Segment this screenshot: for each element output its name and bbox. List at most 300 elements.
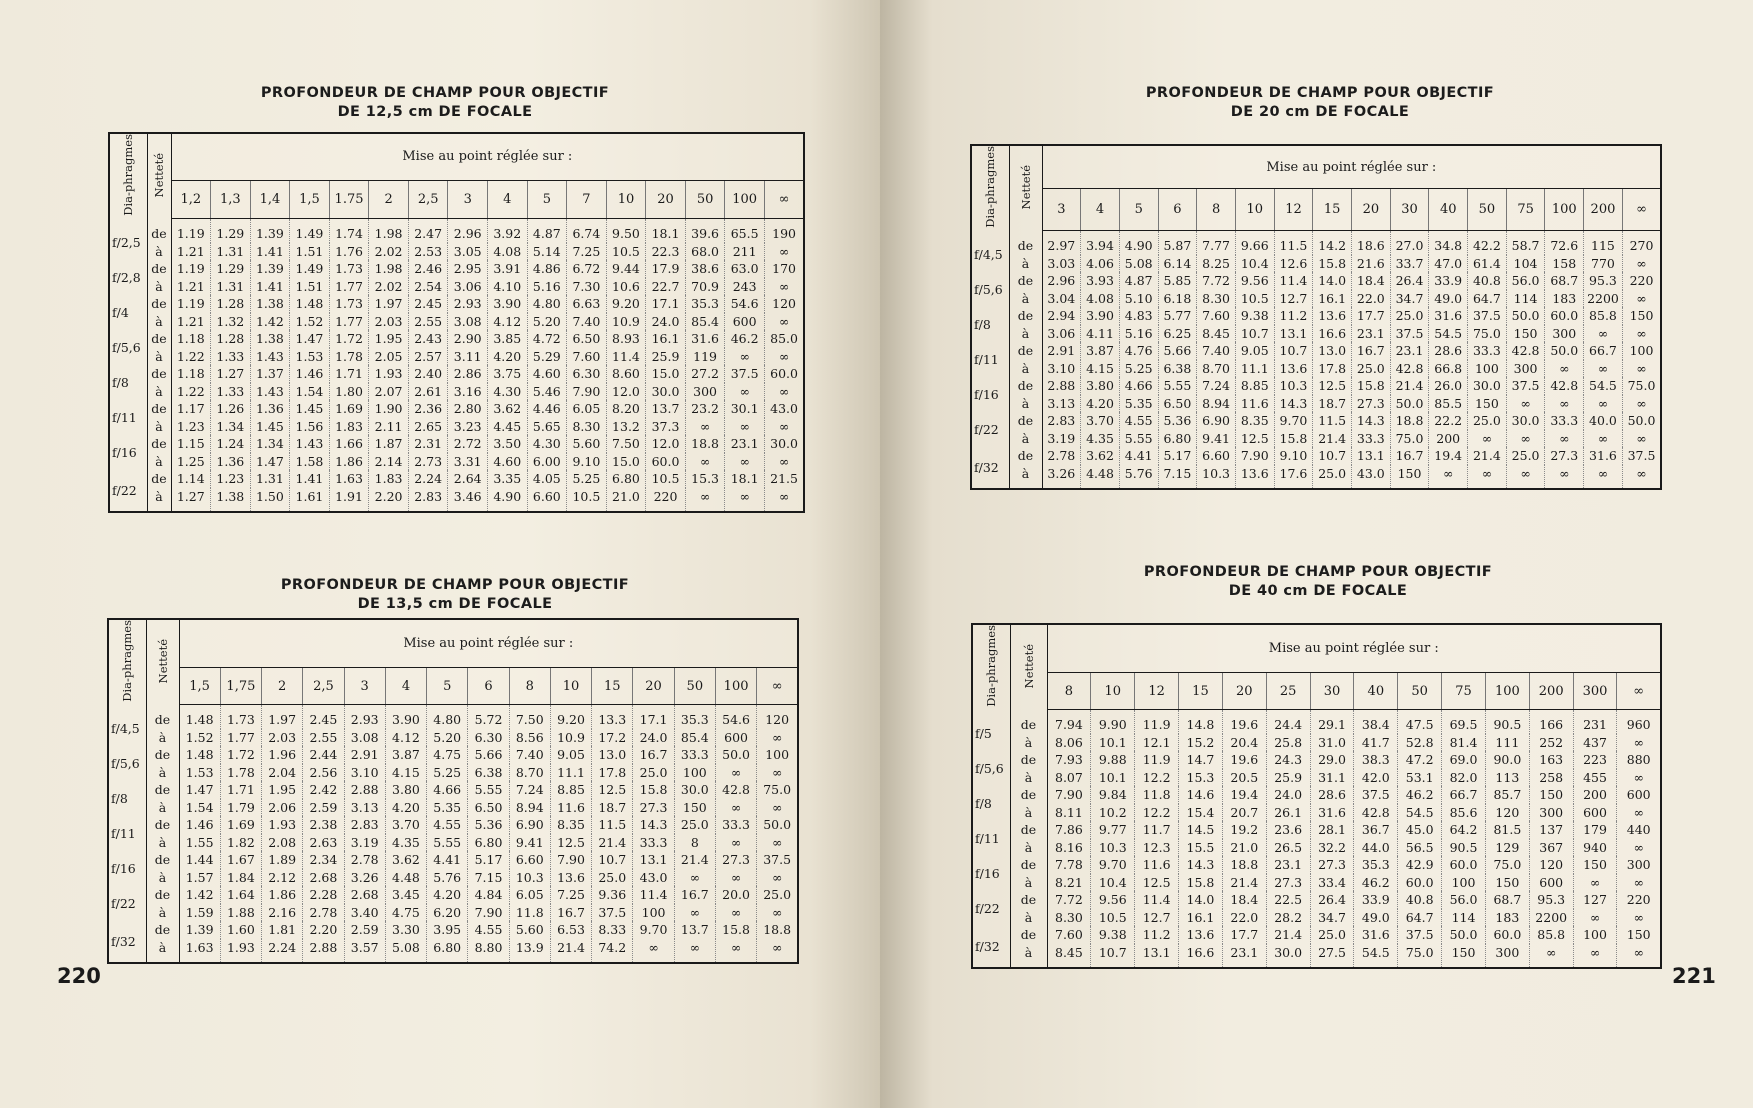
near-limit-cell: 30.0 [1506, 412, 1545, 430]
near-limit-cell: 2.68 [344, 886, 385, 904]
near-limit-cell: 170 [772, 261, 796, 277]
near-limit-cell: 17.7 [1352, 307, 1391, 325]
near-limit-cell: 7.72 [1047, 891, 1091, 909]
far-limit-cell: 1.63 [179, 939, 220, 964]
table-row [972, 909, 1661, 927]
near-limit-cell: 5.66 [1158, 342, 1197, 360]
near-limit-cell: 6.30 [567, 365, 607, 383]
near-limit-cell: 26.4 [1390, 272, 1429, 290]
near-limit-cell: 163 [1529, 751, 1573, 769]
near-limit-cell: 2.91 [344, 746, 385, 764]
diaphragmes-label: Dia-phragmes [983, 146, 998, 228]
far-limit-cell: 10.2 [1091, 804, 1135, 822]
near-limit-cell: 68.7 [1545, 272, 1584, 290]
near-limit-cell: 7.50 [606, 435, 646, 453]
near-limit-cell: 37.5 [1627, 448, 1656, 464]
near-limit-cell: 150 [1626, 927, 1651, 943]
near-limit-cell: 30.1 [725, 400, 765, 418]
near-limit-cell: 3.93 [1081, 272, 1120, 290]
far-limit-cell: 1.41 [250, 278, 290, 296]
far-limit-cell: 3.06 [1042, 325, 1081, 343]
far-limit-cell: 25.0 [1352, 360, 1391, 378]
far-limit-cell: ∞ [1636, 465, 1647, 481]
near-limit-cell: 33.3 [1545, 412, 1584, 430]
table-row [109, 488, 804, 513]
far-limit-cell: 2.14 [369, 453, 409, 471]
table-row [971, 447, 1661, 465]
near-limit-cell: 9.56 [1235, 272, 1274, 290]
far-limit-cell: 12.5 [1135, 874, 1179, 892]
far-limit-cell: 5.35 [1119, 395, 1158, 413]
near-limit-cell: 8.85 [1235, 377, 1274, 395]
near-limit-cell: 9.05 [550, 746, 591, 764]
far-limit-cell: 3.13 [1042, 395, 1081, 413]
far-limit-cell: 6.80 [468, 834, 509, 852]
aperture-label: f/22 [109, 470, 147, 512]
near-limit-cell: 2.83 [1042, 412, 1081, 430]
near-limit-cell: 50.0 [763, 817, 792, 833]
far-limit-cell: 8.30 [1047, 909, 1091, 927]
near-limit-cell: 10.7 [592, 851, 633, 869]
far-limit-cell: 1.79 [220, 799, 261, 817]
far-limit-cell: 1.77 [220, 729, 261, 747]
far-limit-cell: 1.31 [211, 278, 251, 296]
near-limit-cell: 1.64 [220, 886, 261, 904]
a-label: à [1009, 360, 1042, 378]
near-limit-cell: 2.78 [344, 851, 385, 869]
far-limit-cell: 34.7 [1310, 909, 1354, 927]
far-limit-cell: ∞ [1573, 944, 1617, 969]
aperture-label: f/2,8 [109, 260, 147, 295]
table-row [109, 260, 804, 278]
near-limit-cell: 37.5 [1506, 377, 1545, 395]
far-limit-cell: 2.20 [369, 488, 409, 513]
far-limit-cell: 11.6 [1235, 395, 1274, 413]
near-limit-cell: 1.49 [290, 219, 330, 243]
table-row [108, 781, 798, 799]
near-limit-cell: 4.55 [427, 816, 468, 834]
far-limit-cell: ∞ [778, 313, 790, 329]
table-row [109, 313, 804, 331]
distance-column-header: 20 [1222, 672, 1266, 709]
near-limit-cell: 1.46 [290, 365, 330, 383]
de-label: de [1010, 751, 1047, 769]
far-limit-cell: 5.20 [527, 313, 567, 331]
near-limit-cell: 33.3 [1468, 342, 1507, 360]
distance-column-header: 10 [550, 667, 591, 704]
table-row [109, 219, 804, 243]
near-limit-cell: 1.29 [211, 219, 251, 243]
far-limit-cell: 25.0 [592, 869, 633, 887]
far-limit-cell: 5.10 [1119, 290, 1158, 308]
near-limit-cell: 28.6 [1310, 786, 1354, 804]
near-limit-cell: 2.80 [448, 400, 488, 418]
near-limit-cell: 17.9 [646, 260, 686, 278]
far-limit-cell: 4.06 [1081, 255, 1120, 273]
far-limit-cell: 10.4 [1235, 255, 1274, 273]
near-limit-cell: 4.76 [1119, 342, 1158, 360]
near-limit-cell: 2.97 [1042, 231, 1081, 255]
distance-column-header: 200 [1529, 672, 1573, 709]
near-limit-cell: 30.0 [674, 781, 715, 799]
near-limit-cell: 960 [1626, 717, 1651, 733]
distance-column-header: 50 [685, 180, 725, 219]
near-limit-cell: 5.87 [1158, 231, 1197, 255]
far-limit-cell: 5.29 [527, 348, 567, 366]
far-limit-cell: 25.0 [633, 764, 674, 782]
far-limit-cell: 7.90 [567, 383, 607, 401]
far-limit-cell: 10.1 [1091, 734, 1135, 752]
near-limit-cell: 27.3 [1545, 447, 1584, 465]
near-limit-cell: 14.0 [1179, 891, 1223, 909]
far-limit-cell: 12.6 [1274, 255, 1313, 273]
de-label: de [1010, 926, 1047, 944]
near-limit-cell: 6.53 [550, 921, 591, 939]
far-limit-cell: ∞ [1636, 255, 1647, 271]
far-limit-cell: 2.02 [369, 278, 409, 296]
far-limit-cell: 4.60 [488, 453, 528, 471]
near-limit-cell: 11.5 [592, 816, 633, 834]
near-limit-cell: 12.5 [1313, 377, 1352, 395]
near-limit-cell: 27.3 [1310, 856, 1354, 874]
far-limit-cell: 15.5 [1179, 839, 1223, 857]
near-limit-cell: 6.05 [509, 886, 550, 904]
far-limit-cell: 2.05 [369, 348, 409, 366]
distance-column-header: 100 [715, 667, 756, 704]
near-limit-cell: 75.0 [1627, 378, 1656, 394]
far-limit-cell: 1.42 [250, 313, 290, 331]
far-limit-cell: 150 [1442, 944, 1486, 969]
table-row [972, 839, 1661, 857]
near-limit-cell: 150 [1529, 786, 1573, 804]
far-limit-cell: 11.1 [1235, 360, 1274, 378]
near-limit-cell: 1.49 [290, 260, 330, 278]
near-limit-cell: 30.0 [770, 436, 798, 452]
far-limit-cell: 300 [1485, 944, 1529, 969]
near-limit-cell: 18.8 [685, 435, 725, 453]
near-limit-cell: 1.15 [171, 435, 211, 453]
far-limit-cell: 8.16 [1047, 839, 1091, 857]
de-label: de [146, 851, 179, 869]
far-limit-cell: 2200 [1584, 290, 1623, 308]
far-limit-cell: 158 [1545, 255, 1584, 273]
near-limit-cell: 1.31 [250, 470, 290, 488]
aperture-label: f/11 [108, 816, 146, 851]
far-limit-cell: 1.86 [329, 453, 369, 471]
far-limit-cell: 2.02 [369, 243, 409, 261]
far-limit-cell: 43.0 [633, 869, 674, 887]
near-limit-cell: 1.86 [262, 886, 303, 904]
far-limit-cell: ∞ [1506, 395, 1545, 413]
far-limit-cell: 60.0 [646, 453, 686, 471]
near-limit-cell: 4.83 [1119, 307, 1158, 325]
near-limit-cell: 7.50 [509, 705, 550, 729]
near-limit-cell: 1.29 [211, 260, 251, 278]
near-limit-cell: 9.88 [1091, 751, 1135, 769]
aperture-label: f/16 [972, 856, 1010, 891]
near-limit-cell: 13.6 [1313, 307, 1352, 325]
far-limit-cell: ∞ [1545, 395, 1584, 413]
far-limit-cell: 8.11 [1047, 804, 1091, 822]
near-limit-cell: 25.0 [1310, 926, 1354, 944]
near-limit-cell: 50.0 [715, 746, 756, 764]
near-limit-cell: 27.2 [685, 365, 725, 383]
de-label: de [146, 781, 179, 799]
near-limit-cell: 10.3 [1274, 377, 1313, 395]
near-limit-cell: 37.5 [1468, 307, 1507, 325]
a-label: à [147, 348, 171, 366]
near-limit-cell: 5.55 [1158, 377, 1197, 395]
near-limit-cell: 40.8 [1468, 272, 1507, 290]
far-limit-cell: 8.56 [509, 729, 550, 747]
near-limit-cell: 5.36 [468, 816, 509, 834]
near-limit-cell: 9.38 [1091, 926, 1135, 944]
far-limit-cell: ∞ [1506, 430, 1545, 448]
far-limit-cell: 7.25 [567, 243, 607, 261]
far-limit-cell: 4.30 [488, 383, 528, 401]
diaphragmes-label: Dia-phragmes [984, 625, 999, 707]
aperture-label: f/32 [972, 926, 1010, 968]
near-limit-cell: 50.0 [1545, 342, 1584, 360]
near-limit-cell: 16.1 [646, 330, 686, 348]
mise-au-point-header: Mise au point réglée sur : [1047, 624, 1661, 672]
far-limit-cell: 7.30 [567, 278, 607, 296]
far-limit-cell: 1.41 [250, 243, 290, 261]
near-limit-cell: 18.6 [1352, 231, 1391, 255]
far-limit-cell: 600 [715, 729, 756, 747]
a-label: à [146, 939, 179, 964]
aperture-label: f/8 [108, 781, 146, 816]
near-limit-cell: 2.86 [448, 365, 488, 383]
near-limit-cell: 33.9 [1429, 272, 1468, 290]
far-limit-cell: 2.24 [262, 939, 303, 964]
far-limit-cell: 8.70 [509, 764, 550, 782]
far-limit-cell: 49.0 [1429, 290, 1468, 308]
near-limit-cell: 17.7 [1222, 926, 1266, 944]
distance-column-header: 75 [1442, 672, 1486, 709]
far-limit-cell: 8 [674, 834, 715, 852]
aperture-label: f/4 [109, 295, 147, 330]
far-limit-cell: 21.4 [592, 834, 633, 852]
near-limit-cell: 3.80 [385, 781, 426, 799]
far-limit-cell: 25.0 [1313, 465, 1352, 490]
near-limit-cell: 1.74 [329, 219, 369, 243]
near-limit-cell: 200 [1573, 786, 1617, 804]
near-limit-cell: 7.86 [1047, 821, 1091, 839]
aperture-label: f/4,5 [971, 231, 1009, 273]
near-limit-cell: 5.77 [1158, 307, 1197, 325]
far-limit-cell: 12.2 [1135, 804, 1179, 822]
far-limit-cell: 2.04 [262, 764, 303, 782]
far-limit-cell: 21.0 [606, 488, 646, 513]
far-limit-cell: 16.6 [1313, 325, 1352, 343]
far-limit-cell: 4.48 [385, 869, 426, 887]
near-limit-cell: 50.0 [1442, 926, 1486, 944]
far-limit-cell: 3.19 [1042, 430, 1081, 448]
near-limit-cell: 13.1 [1352, 447, 1391, 465]
far-limit-cell: 367 [1529, 839, 1573, 857]
far-limit-cell: ∞ [1584, 465, 1623, 490]
near-limit-cell: 13.1 [633, 851, 674, 869]
aperture-label: f/5,6 [971, 272, 1009, 307]
far-limit-cell: ∞ [674, 904, 715, 922]
far-limit-cell: 16.1 [1179, 909, 1223, 927]
nettete-label: Netteté [1021, 643, 1036, 689]
near-limit-cell: 1.90 [369, 400, 409, 418]
distance-column-header: 15 [1313, 189, 1352, 231]
table-row [971, 430, 1661, 448]
distance-column-header: 30 [1390, 189, 1429, 231]
far-limit-cell: 85.6 [1442, 804, 1486, 822]
near-limit-cell: 23.1 [1266, 856, 1310, 874]
mise-au-point-header: Mise au point réglée sur : [179, 619, 798, 667]
far-limit-cell: 300 [1506, 360, 1545, 378]
near-limit-cell: 220 [1629, 273, 1654, 289]
near-limit-cell: 9.70 [1274, 412, 1313, 430]
far-limit-cell: 114 [1442, 909, 1486, 927]
distance-column-header: 5 [1119, 189, 1158, 231]
near-limit-cell: 1.48 [290, 295, 330, 313]
far-limit-cell: 22.3 [646, 243, 686, 261]
far-limit-cell: ∞ [771, 764, 783, 780]
near-limit-cell: 20.0 [715, 886, 756, 904]
aperture-label: f/2,5 [109, 219, 147, 261]
near-limit-cell: 2.90 [448, 330, 488, 348]
near-limit-cell: 4.72 [527, 330, 567, 348]
near-limit-cell: 3.35 [488, 470, 528, 488]
far-limit-cell: 3.03 [1042, 255, 1081, 273]
distance-column-header: 8 [1047, 672, 1091, 709]
near-limit-cell: 6.63 [567, 295, 607, 313]
de-label: de [147, 219, 171, 243]
far-limit-cell: 1.53 [290, 348, 330, 366]
distance-column-header: 200 [1584, 189, 1623, 231]
far-limit-cell: 20.4 [1222, 734, 1266, 752]
far-limit-cell: 4.20 [385, 799, 426, 817]
near-limit-cell: 40.0 [1584, 412, 1623, 430]
near-limit-cell: 2.28 [303, 886, 344, 904]
far-limit-cell: 17.8 [592, 764, 633, 782]
near-limit-cell: 9.38 [1235, 307, 1274, 325]
far-limit-cell: 1.91 [329, 488, 369, 513]
table-row [108, 851, 798, 869]
far-limit-cell: 37.3 [646, 418, 686, 436]
near-limit-cell: 14.5 [1179, 821, 1223, 839]
near-limit-cell: 42.9 [1398, 856, 1442, 874]
far-limit-cell: 4.15 [385, 764, 426, 782]
distance-column-header: 5 [427, 667, 468, 704]
near-limit-cell: 3.70 [385, 816, 426, 834]
far-limit-cell: ∞ [725, 418, 765, 436]
near-limit-cell: 1.45 [290, 400, 330, 418]
a-label: à [1009, 395, 1042, 413]
aperture-label: f/5,6 [109, 330, 147, 365]
distance-column-header: 50 [674, 667, 715, 704]
near-limit-cell: 4.90 [1119, 231, 1158, 255]
far-limit-cell: ∞ [674, 869, 715, 887]
far-limit-cell: 10.5 [606, 243, 646, 261]
far-limit-cell: 1.23 [171, 418, 211, 436]
near-limit-cell: 1.17 [171, 400, 211, 418]
table-row [109, 470, 804, 488]
table-row [971, 290, 1661, 308]
far-limit-cell: 5.25 [1119, 360, 1158, 378]
far-limit-cell: 27.3 [633, 799, 674, 817]
far-limit-cell: 2.07 [369, 383, 409, 401]
far-limit-cell: ∞ [715, 799, 756, 817]
near-limit-cell: 3.45 [385, 886, 426, 904]
de-label: de [1010, 891, 1047, 909]
de-label: de [1010, 821, 1047, 839]
near-limit-cell: 2.64 [448, 470, 488, 488]
far-limit-cell: 12.5 [550, 834, 591, 852]
far-limit-cell: 100 [1468, 360, 1507, 378]
near-limit-cell: 19.2 [1222, 821, 1266, 839]
aperture-label: f/5 [972, 710, 1010, 752]
near-limit-cell: 22.2 [1429, 412, 1468, 430]
far-limit-cell: 4.15 [1081, 360, 1120, 378]
far-limit-cell: 10.5 [1235, 290, 1274, 308]
near-limit-cell: 2.20 [303, 921, 344, 939]
far-limit-cell: 6.50 [468, 799, 509, 817]
far-limit-cell: 5.14 [527, 243, 567, 261]
near-limit-cell: 6.90 [1197, 412, 1236, 430]
near-limit-cell: 11.5 [1274, 231, 1313, 255]
far-limit-cell: 4.08 [1081, 290, 1120, 308]
near-limit-cell: 6.80 [606, 470, 646, 488]
table-row [971, 377, 1661, 395]
far-limit-cell: 10.4 [1091, 874, 1135, 892]
far-limit-cell: 81.4 [1442, 734, 1486, 752]
distance-column-header: 1,4 [250, 180, 290, 219]
far-limit-cell: 33.4 [1310, 874, 1354, 892]
far-limit-cell: 4.45 [488, 418, 528, 436]
far-limit-cell: 16.1 [1313, 290, 1352, 308]
far-limit-cell: ∞ [1633, 839, 1644, 855]
far-limit-cell: 1.57 [179, 869, 220, 887]
far-limit-cell: 75.0 [1398, 944, 1442, 969]
far-limit-cell: 32.2 [1310, 839, 1354, 857]
far-limit-cell: 17.8 [1313, 360, 1352, 378]
near-limit-cell: 1.73 [220, 705, 261, 729]
far-limit-cell: 183 [1485, 909, 1529, 927]
near-limit-cell: 18.8 [1390, 412, 1429, 430]
near-limit-cell: 18.8 [1222, 856, 1266, 874]
near-limit-cell: 1.67 [220, 851, 261, 869]
near-limit-cell: 37.5 [1354, 786, 1398, 804]
a-label: à [147, 313, 171, 331]
near-limit-cell: 3.62 [1081, 447, 1120, 465]
far-limit-cell: 85.5 [1429, 395, 1468, 413]
far-limit-cell: 10.3 [1091, 839, 1135, 857]
far-limit-cell: 2.68 [303, 869, 344, 887]
near-limit-cell: 1.63 [329, 470, 369, 488]
far-limit-cell: 6.30 [468, 729, 509, 747]
near-limit-cell: 58.7 [1506, 231, 1545, 255]
near-limit-cell: 100 [1629, 343, 1654, 359]
far-limit-cell: ∞ [1636, 395, 1647, 411]
far-limit-cell: ∞ [1468, 465, 1507, 490]
distance-column-header: 1.75 [329, 180, 369, 219]
near-limit-cell: 3.87 [1081, 342, 1120, 360]
far-limit-cell: 49.0 [1354, 909, 1398, 927]
far-limit-cell: 1.82 [220, 834, 261, 852]
near-limit-cell: 21.4 [1266, 926, 1310, 944]
a-label: à [1010, 804, 1047, 822]
far-limit-cell: ∞ [771, 799, 783, 815]
far-limit-cell: ∞ [1584, 325, 1623, 343]
distance-column-header: 3 [448, 180, 488, 219]
